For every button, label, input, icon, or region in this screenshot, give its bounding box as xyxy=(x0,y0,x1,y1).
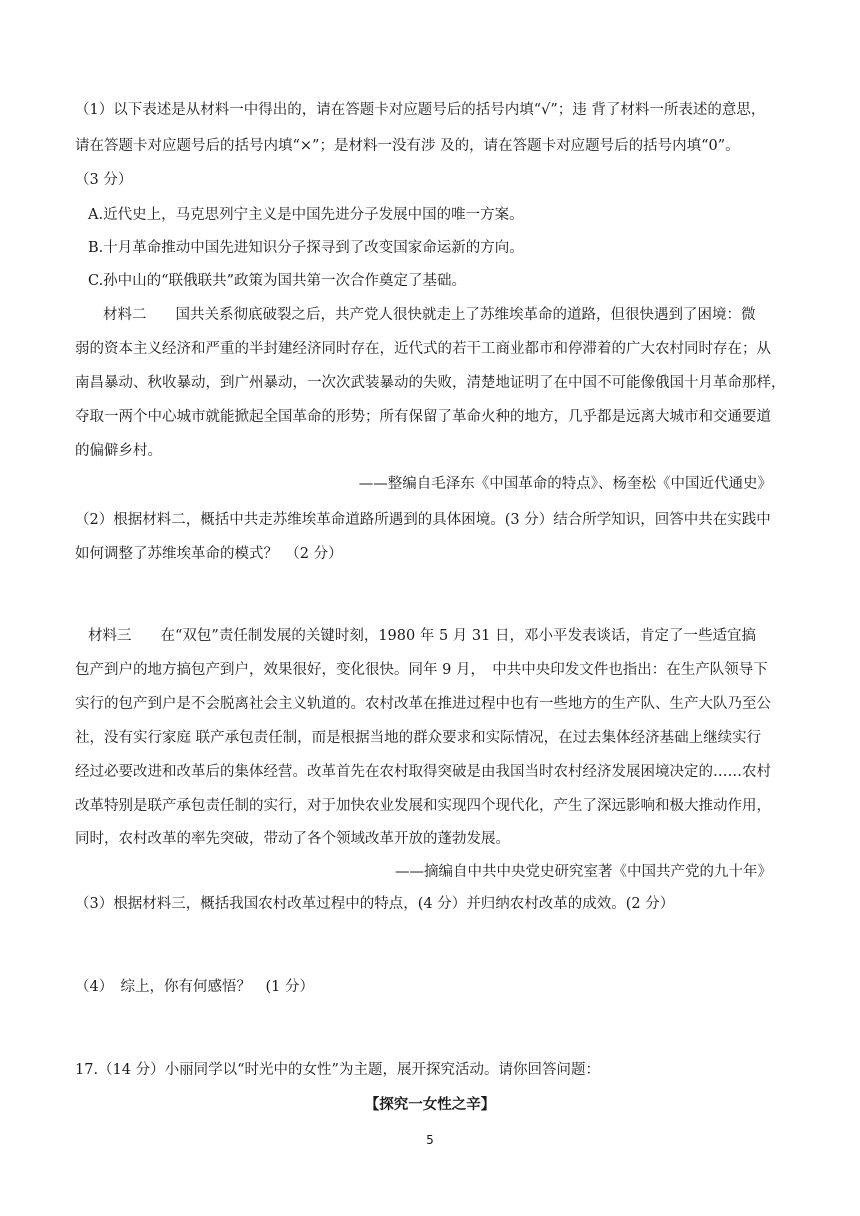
material2-line-3: 南昌暴动、秋收暴动，到广州暴动，一次次武装暴动的失败，清楚地证明了在中国不可能像俄国十月革命那样， xyxy=(75,375,786,391)
q1-option-a: A.近代史上，马克思列宁主义是中国先进分子发展中国的唯一方案。 xyxy=(88,207,524,223)
q3-text: （3）根据材料三，概括我国农村改革过程中的特点，(4 分）并归纳农村改革的成效。(2 分） xyxy=(75,896,675,912)
material3-source: ——摘编自中共中央党史研究室著《中国共产党的九十年》 xyxy=(395,864,772,880)
material3-line-3: 实行的包产到户是不会脱离社会主义轨道的。农村改革在推进过程中也有一些地方的生产队、生产大队乃至公 xyxy=(75,696,771,712)
material2-line-4: 夺取一两个中心城市就能掀起全国革命的形势；所有保留了革命火种的地方，几乎都是远离大城市和交通要道 xyxy=(75,409,771,425)
material3-line-6: 改革特别是联产承包责任制的实行，对于加快农业发展和实现四个现代化，产生了深远影响和极大推动作用， xyxy=(75,798,771,814)
material2-source: ——整编自毛泽东《中国革命的特点》、杨奎松《中国近代通史》 xyxy=(358,476,772,492)
material3-line-1: 材料三 在“双包”责任制发展的关键时刻，1980 年 5 月 31 日，邓小平发表谈话，肯定了一些适宜搞 xyxy=(88,628,756,644)
q1-line-2: 请在答题卡对应题号后的括号内填“×”；是材料一没有涉 及的，请在答题卡对应题号后的括号内填“0”。 xyxy=(75,138,740,154)
material2-line-5: 的偏僻乡村。 xyxy=(75,443,162,459)
page-number: 5 xyxy=(426,1133,434,1147)
q1-option-c: C.孙中山的“联俄联共”政策为国共第一次合作奠定了基础。 xyxy=(88,273,467,289)
material3-line-2: 包产到户的地方搞包产到户，效果很好，变化很快。同年 9 月， 中共中央印发文件也指出：在生产队领导下 xyxy=(75,662,768,678)
q1-line-1: （1）以下表述是从材料一中得出的，请在答题卡对应题号后的括号内填“√”；违 背了材料一所表述的意思， xyxy=(75,102,766,118)
section-title: 【探究一女性之辛】 xyxy=(364,1096,496,1113)
q1-score: （3 分） xyxy=(75,172,133,188)
material2-line-2: 弱的资本主义经济和严重的半封建经济同时存在，近代式的若干工商业都市和停滞着的广大农村同时存在；从 xyxy=(75,341,771,357)
q4-text: （4） 综上，你有何感悟？ (1 分） xyxy=(75,979,314,995)
material2-line-1: 材料二 国共关系彻底破裂之后，共产党人很快就走上了苏维埃革命的道路，但很快遇到了困境：微 xyxy=(103,307,756,323)
q2-line-2: 如何调整了苏维埃革命的模式？ （2 分） xyxy=(75,546,343,562)
q1-option-b: B.十月革命推动中国先进知识分子探寻到了改变国家命运新的方向。 xyxy=(88,240,524,256)
material3-line-4: 社，没有实行家庭 联产承包责任制，而是根据当地的群众要求和实际情况，在过去集体经济基础上继续实行 xyxy=(75,730,762,746)
material3-line-5: 经过必要改进和改革后的集体经营。改革首先在农村取得突破是由我国当时农村经济发展困境决定的……农村 xyxy=(75,764,771,780)
material3-line-7: 同时，农村改革的率先突破，带动了各个领域改革开放的蓬勃发展。 xyxy=(75,831,510,847)
q17-text: 17.（14 分）小丽同学以“时光中的女性”为主题，展开探究活动。请你回答问题： xyxy=(75,1062,600,1078)
q2-line-1: （2）根据材料二，概括中共走苏维埃革命道路所遇到的具体困境。(3 分）结合所学知识，回答中共在实践中 xyxy=(75,512,771,528)
